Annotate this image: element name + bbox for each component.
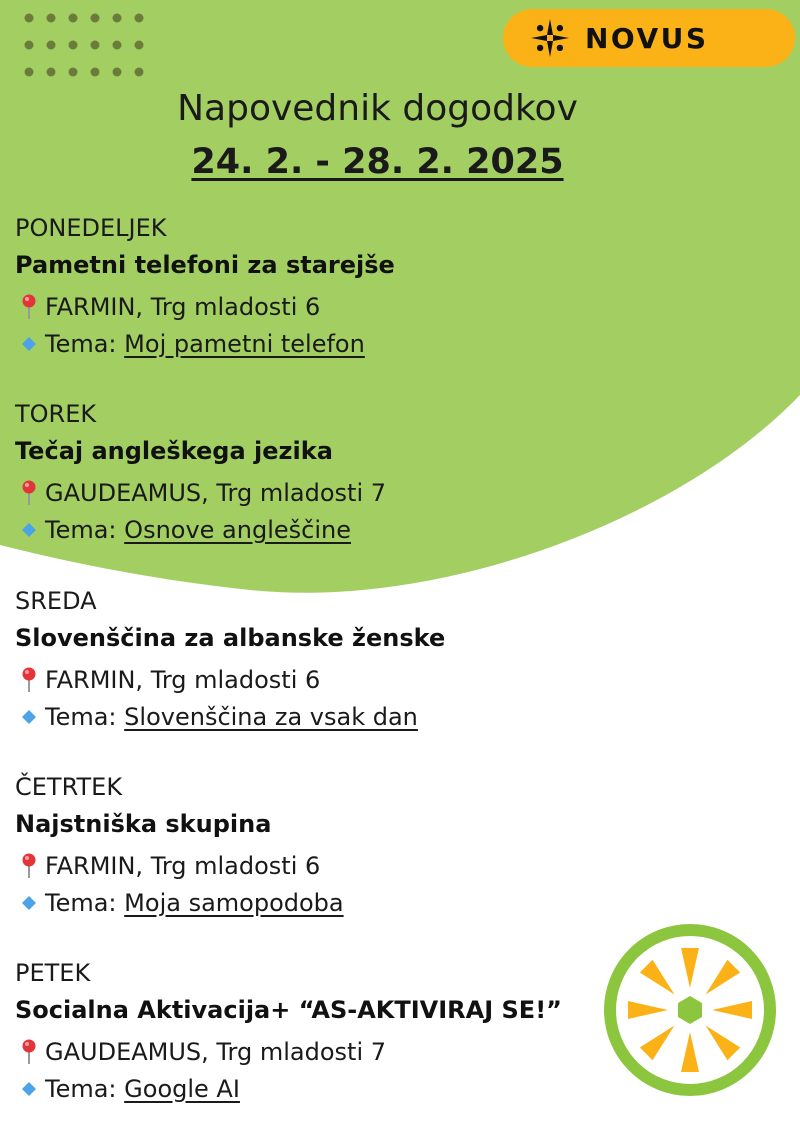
pin-icon [13, 480, 45, 506]
event-title: Socialna Aktivacija+ “AS-AKTIVIRAJ SE!” [15, 996, 562, 1024]
day-block-monday [15, 214, 635, 362]
event-title: Slovenščina za albanske ženske [15, 624, 446, 652]
pin-icon [13, 853, 45, 879]
diamond-icon [13, 337, 45, 351]
topic-row [15, 698, 635, 735]
pin-icon [13, 1039, 45, 1065]
location-text: GAUDEAMUS, Trg mladosti 7 [45, 1037, 387, 1066]
date-range: 24. 2. - 28. 2. 2025 [191, 142, 564, 182]
diamond-icon [13, 710, 45, 724]
page-title: Napovednik dogodkov [177, 88, 578, 129]
location-row [15, 474, 635, 511]
event-title: Najstniška skupina [15, 810, 272, 838]
day-block-friday [15, 959, 635, 1107]
day-block-wednesday [15, 587, 635, 735]
diamond-icon [13, 896, 45, 910]
topic-row [15, 1070, 635, 1107]
day-name: TOREK [15, 400, 97, 428]
topic-row [15, 884, 635, 921]
event-title: Tečaj angleškega jezika [15, 437, 333, 465]
decorative-dots [20, 10, 150, 80]
day-block-tuesday [15, 400, 635, 548]
day-name: SREDA [15, 587, 97, 615]
location-text: FARMIN, Trg mladosti 6 [45, 851, 321, 880]
location-row [15, 847, 635, 884]
novus-logo [503, 9, 795, 67]
orange-wheel-icon [600, 920, 780, 1100]
day-block-thursday [15, 773, 635, 921]
topic-link[interactable]: Google AI [124, 1074, 240, 1103]
topic-label: Tema: [45, 1074, 117, 1103]
diamond-icon [13, 523, 45, 537]
topic-link[interactable]: Moj pametni telefon [124, 329, 365, 358]
pin-icon [13, 667, 45, 693]
location-row [15, 1033, 635, 1070]
topic-label: Tema: [45, 888, 117, 917]
pin-icon [13, 294, 45, 320]
location-row [15, 661, 635, 698]
novus-star-icon [529, 17, 571, 59]
topic-label: Tema: [45, 329, 117, 358]
event-title: Pametni telefoni za starejše [15, 251, 395, 279]
location-text: GAUDEAMUS, Trg mladosti 7 [45, 478, 387, 507]
day-name: PONEDELJEK [15, 214, 167, 242]
diamond-icon [13, 1082, 45, 1096]
topic-label: Tema: [45, 702, 117, 731]
location-text: FARMIN, Trg mladosti 6 [45, 665, 321, 694]
topic-link[interactable]: Osnove angleščine [124, 515, 351, 544]
day-name: ČETRTEK [15, 773, 123, 801]
topic-row [15, 511, 635, 548]
topic-link[interactable]: Moja samopodoba [124, 888, 344, 917]
topic-label: Tema: [45, 515, 117, 544]
topic-link[interactable]: Slovenščina za vsak dan [124, 702, 418, 731]
location-row [15, 288, 635, 325]
topic-row [15, 325, 635, 362]
location-text: FARMIN, Trg mladosti 6 [45, 292, 321, 321]
day-name: PETEK [15, 959, 91, 987]
logo-text: NOVUS [585, 21, 709, 55]
